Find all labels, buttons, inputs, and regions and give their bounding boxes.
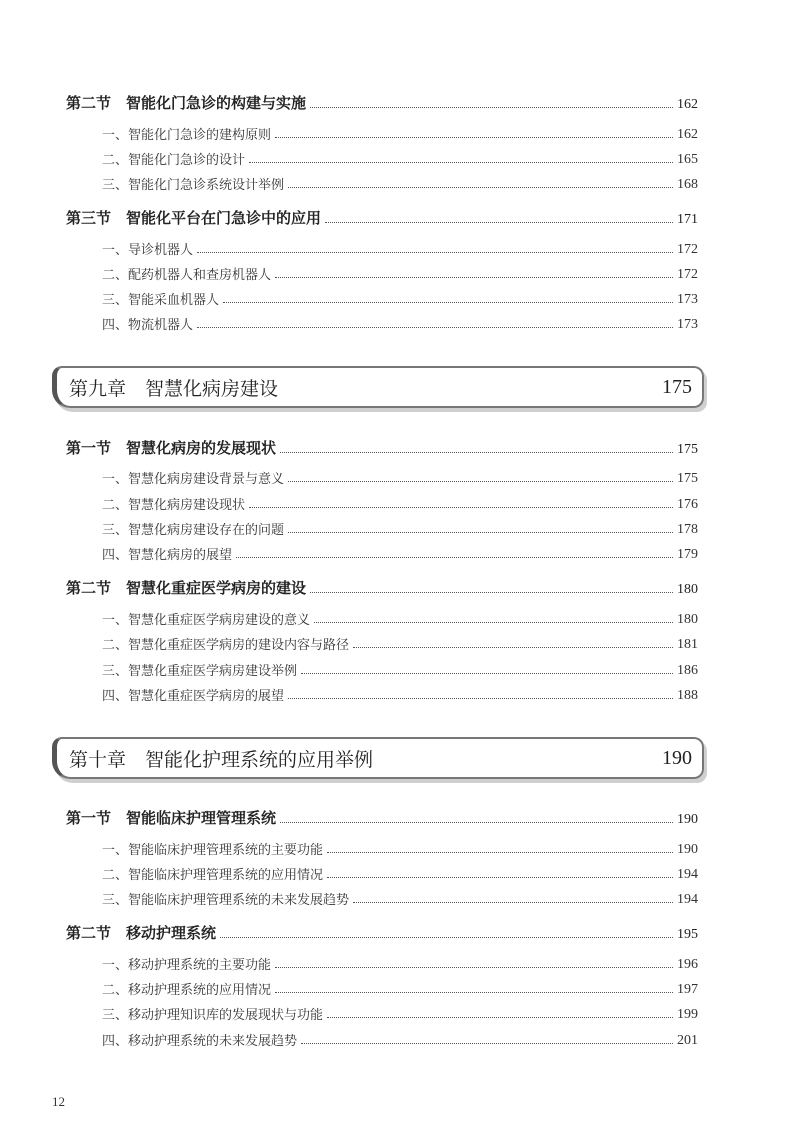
section-title: 第三节 智能化平台在门急诊中的应用	[66, 209, 322, 227]
entry-page: 201	[677, 1033, 698, 1048]
entry-title: 二、智能临床护理管理系统的应用情况	[102, 868, 324, 883]
toc-entry[interactable]	[0, 468, 800, 487]
toc-entry[interactable]	[0, 660, 800, 679]
toc-section[interactable]	[0, 922, 800, 943]
leader-dots	[280, 821, 673, 823]
toc-section[interactable]	[0, 207, 800, 228]
entry-page: 197	[677, 982, 698, 997]
entry-title: 一、移动护理系统的主要功能	[102, 958, 272, 973]
entry-title: 一、智能临床护理管理系统的主要功能	[102, 843, 324, 858]
toc-entry[interactable]	[0, 634, 800, 653]
toc-entry[interactable]	[0, 839, 800, 858]
chapter-heading[interactable]	[52, 366, 704, 408]
entry-title: 一、导诊机器人	[102, 243, 194, 258]
leader-dots	[275, 991, 673, 993]
leader-dots	[249, 506, 673, 508]
leader-dots	[301, 1042, 673, 1044]
leader-dots	[314, 621, 673, 623]
entry-page: 194	[677, 892, 698, 907]
leader-dots	[310, 106, 673, 108]
entry-title: 三、智能临床护理管理系统的未来发展趋势	[102, 893, 350, 908]
leader-dots	[275, 276, 673, 278]
section-title: 第二节 移动护理系统	[66, 924, 217, 942]
leader-dots	[280, 451, 673, 453]
section-page: 175	[677, 442, 698, 457]
chapter-title: 第十章 智能化护理系统的应用举例	[69, 748, 374, 771]
section-page: 162	[677, 97, 698, 112]
entry-page: 162	[677, 127, 698, 142]
entry-title: 二、配药机器人和查房机器人	[102, 268, 272, 283]
entry-title: 三、智慧化重症医学病房建设举例	[102, 664, 298, 679]
leader-dots	[288, 480, 673, 482]
page-number: 12	[52, 1094, 65, 1109]
toc-entry[interactable]	[0, 314, 800, 333]
section-page: 171	[677, 212, 698, 227]
chapter-heading[interactable]	[52, 737, 704, 779]
toc-entry[interactable]	[0, 979, 800, 998]
entry-page: 188	[677, 688, 698, 703]
toc-entry[interactable]	[0, 1030, 800, 1049]
leader-dots	[220, 936, 673, 938]
toc-entry[interactable]	[0, 889, 800, 908]
entry-page: 190	[677, 842, 698, 857]
leader-dots	[288, 697, 673, 699]
leader-dots	[353, 646, 673, 648]
section-title: 第一节 智能临床护理管理系统	[66, 809, 277, 827]
toc-entry[interactable]	[0, 544, 800, 563]
toc-entry[interactable]	[0, 954, 800, 973]
toc-entry[interactable]	[0, 289, 800, 308]
entry-page: 176	[677, 497, 698, 512]
chapter-title: 第九章 智慧化病房建设	[69, 377, 279, 400]
toc-entry[interactable]	[0, 519, 800, 538]
leader-dots	[197, 251, 673, 253]
entry-page: 175	[677, 471, 698, 486]
leader-dots	[327, 876, 673, 878]
toc-entry[interactable]	[0, 1004, 800, 1023]
toc-section[interactable]	[0, 577, 800, 598]
toc-entry[interactable]	[0, 264, 800, 283]
leader-dots	[301, 672, 673, 674]
toc-entry[interactable]	[0, 864, 800, 883]
toc-section[interactable]	[0, 807, 800, 828]
entry-page: 179	[677, 547, 698, 562]
toc-entry[interactable]	[0, 174, 800, 193]
leader-dots	[275, 136, 673, 138]
entry-page: 173	[677, 317, 698, 332]
section-page: 195	[677, 927, 698, 942]
entry-title: 二、智慧化重症医学病房的建设内容与路径	[102, 638, 350, 653]
entry-title: 一、智能化门急诊的建构原则	[102, 128, 272, 143]
entry-page: 168	[677, 177, 698, 192]
entry-page: 172	[677, 267, 698, 282]
leader-dots	[275, 966, 673, 968]
leader-dots	[249, 161, 673, 163]
entry-title: 一、智慧化病房建设背景与意义	[102, 472, 285, 487]
entry-title: 二、移动护理系统的应用情况	[102, 983, 272, 998]
toc-entry[interactable]	[0, 149, 800, 168]
leader-dots	[327, 1016, 673, 1018]
chapter-page: 190	[662, 746, 692, 769]
entry-page: 194	[677, 867, 698, 882]
entry-title: 四、智慧化重症医学病房的展望	[102, 689, 285, 704]
leader-dots	[353, 901, 673, 903]
entry-title: 四、智慧化病房的展望	[102, 548, 233, 563]
entry-page: 165	[677, 152, 698, 167]
entry-title: 四、物流机器人	[102, 318, 194, 333]
entry-page: 199	[677, 1007, 698, 1022]
toc-section[interactable]	[0, 92, 800, 113]
leader-dots	[327, 851, 673, 853]
section-page: 180	[677, 582, 698, 597]
entry-page: 173	[677, 292, 698, 307]
entry-page: 180	[677, 612, 698, 627]
entry-title: 三、智能采血机器人	[102, 293, 220, 308]
entry-page: 186	[677, 663, 698, 678]
entry-title: 三、智能化门急诊系统设计举例	[102, 178, 285, 193]
toc-entry[interactable]	[0, 124, 800, 143]
toc-section[interactable]	[0, 437, 800, 458]
toc-entry[interactable]	[0, 494, 800, 513]
entry-title: 二、智能化门急诊的设计	[102, 153, 246, 168]
leader-dots	[310, 591, 673, 593]
leader-dots	[236, 556, 673, 558]
entry-page: 196	[677, 957, 698, 972]
section-title: 第一节 智慧化病房的发展现状	[66, 439, 277, 457]
entry-title: 三、移动护理知识库的发展现状与功能	[102, 1008, 324, 1023]
section-title: 第二节 智能化门急诊的构建与实施	[66, 94, 307, 112]
toc-entry[interactable]	[0, 685, 800, 704]
toc-entry[interactable]	[0, 239, 800, 258]
entry-title: 四、移动护理系统的未来发展趋势	[102, 1034, 298, 1049]
leader-dots	[288, 531, 673, 533]
entry-title: 三、智慧化病房建设存在的问题	[102, 523, 285, 538]
toc-entry[interactable]	[0, 609, 800, 628]
section-title: 第二节 智慧化重症医学病房的建设	[66, 579, 307, 597]
section-page: 190	[677, 812, 698, 827]
entry-title: 一、智慧化重症医学病房建设的意义	[102, 613, 311, 628]
entry-page: 181	[677, 637, 698, 652]
leader-dots	[288, 186, 673, 188]
chapter-page: 175	[662, 375, 692, 398]
entry-title: 二、智慧化病房建设现状	[102, 498, 246, 513]
entry-page: 178	[677, 522, 698, 537]
leader-dots	[197, 326, 673, 328]
leader-dots	[325, 221, 673, 223]
entry-page: 172	[677, 242, 698, 257]
leader-dots	[223, 301, 673, 303]
